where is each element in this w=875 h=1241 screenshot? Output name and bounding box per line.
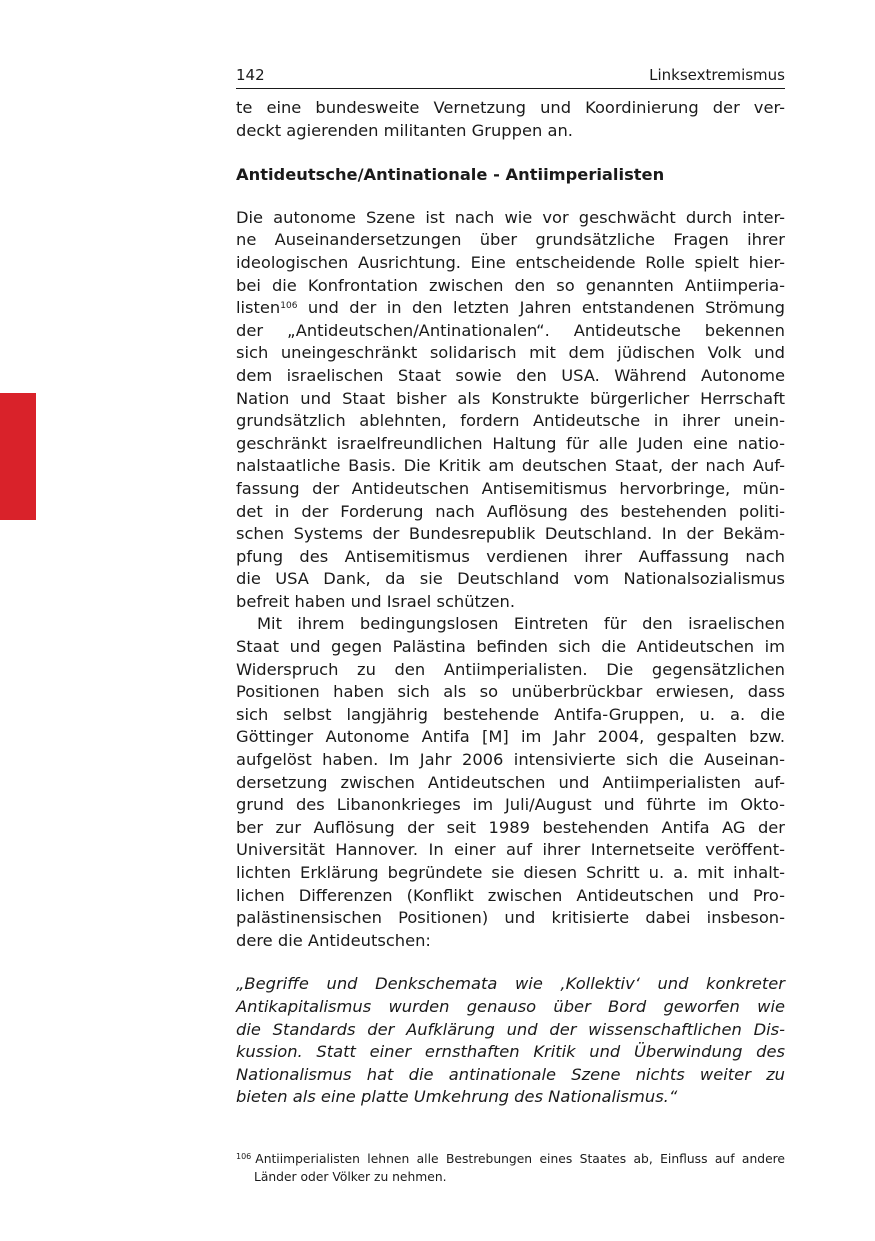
text-line: dersetzung zwischen Antideutschen und Antiimperialisten auf- <box>236 772 785 792</box>
text-line: lichen Differenzen (Konflikt zwischen Antideutschen und Pro- <box>236 885 785 905</box>
intro-paragraph <box>236 97 785 142</box>
quote-line: kussion. Statt einer ernsthaften Kritik und Überwindung des <box>236 1042 785 1062</box>
text-line: grund des Libanonkrieges im Juli/August und führte im Okto- <box>236 795 785 815</box>
text-fragment: listen <box>236 298 281 318</box>
text-line: pfung des Antisemitismus verdienen ihrer Auffassung nach <box>236 546 785 566</box>
text-line: dem israelischen Staat sowie den USA. Während Autonome <box>236 365 785 385</box>
page-header <box>236 64 785 89</box>
text-line: Universität Hannover. In einer auf ihrer Internetseite veröffent- <box>236 840 785 860</box>
footnote-text: Antiimperialisten lehnen alle Bestrebungen eines Staates ab, Einfluss auf andere <box>255 1152 785 1166</box>
page-number: 142 <box>236 66 265 84</box>
text-fragment: und der in den letzten Jahren entstandenen Strömung <box>297 298 785 318</box>
text-line: det in der Forderung nach Auflösung des bestehenden politi- <box>236 501 785 521</box>
footnote-reference: 106 <box>280 301 298 312</box>
text-line: sich selbst langjährig bestehende Antifa-Gruppen, u. a. die <box>236 704 785 724</box>
text-line: palästinensischen Positionen) und kritisierte dabei insbeson- <box>236 908 785 928</box>
text-line: Staat und gegen Palästina befinden sich die Antideutschen im <box>236 637 785 657</box>
chapter-title: Linksextremismus <box>649 66 785 84</box>
text-line: fassung der Antideutschen Antisemitismus hervorbringe, mün- <box>236 478 785 498</box>
text-line: ne Auseinandersetzungen über grundsätzliche Fragen ihrer <box>236 230 785 250</box>
paragraph-1 <box>236 207 785 614</box>
text-line: schen Systems der Bundesrepublik Deutschland. In der Bekäm- <box>236 524 785 544</box>
text-line: aufgelöst haben. Im Jahr 2006 intensivierte sich die Auseinan- <box>236 750 785 770</box>
text-line: Nation und Staat bisher als Konstrukte bürgerlicher Herrschaft <box>236 388 785 408</box>
text-line: ber zur Auflösung der seit 1989 bestehenden Antifa AG der <box>236 817 785 837</box>
quote-line: bieten als eine platte Umkehrung des Nationalismus.“ <box>236 1087 678 1107</box>
page-body <box>236 97 785 1109</box>
text-line: te eine bundesweite Vernetzung und Koordinierung der ver- <box>236 98 785 117</box>
text-line: ideologischen Ausrichtung. Eine entscheidende Rolle spielt hier- <box>236 252 785 272</box>
chapter-color-tab <box>0 393 36 520</box>
text-line: Die autonome Szene ist nach wie vor geschwächt durch inter- <box>236 207 785 227</box>
block-quote <box>236 973 785 1109</box>
text-line: befreit haben und Israel schützen. <box>236 591 515 611</box>
quote-line: Nationalismus hat die antinationale Szene nichts weiter zu <box>236 1064 785 1084</box>
text-line: nalstaatliche Basis. Die Kritik am deutschen Staat, der nach Auf- <box>236 456 785 476</box>
text-line: deckt agierenden militanten Gruppen an. <box>236 120 573 140</box>
footnote-line: Länder oder Völker zu nehmen. <box>254 1170 447 1184</box>
text-line: Positionen haben sich als so unüberbrückbar erwiesen, dass <box>236 682 785 702</box>
paragraph-2 <box>236 613 785 952</box>
text-line: geschränkt israelfreundlichen Haltung für alle Juden eine natio- <box>236 433 785 453</box>
text-line: bei die Konfrontation zwischen den so genannten Antiimperia- <box>236 275 785 295</box>
quote-line: die Standards der Aufklärung und der wissenschaftlichen Dis- <box>236 1019 785 1039</box>
text-line: dere die Antideutschen: <box>236 930 431 950</box>
text-line: der „Antideutschen/Antinationalen“. Antideutsche bekennen <box>236 320 785 340</box>
text-line: die USA Dank, da sie Deutschland vom Nationalsozialismus <box>236 569 785 589</box>
footnote-number: 106 <box>236 1152 252 1161</box>
text-line: Widerspruch zu den Antiimperialisten. Die gegensätzlichen <box>236 659 785 679</box>
text-line: sich uneingeschränkt solidarisch mit dem jüdischen Volk und <box>236 343 785 363</box>
footnote-line <box>236 1150 785 1168</box>
quote-line: Antikapitalismus wurden genauso über Bord geworfen wie <box>236 996 785 1016</box>
text-line: lichten Erklärung begründete sie diesen Schritt u. a. mit inhalt- <box>236 863 785 882</box>
text-line: Mit ihrem bedingungslosen Eintreten für den israelischen <box>257 614 785 634</box>
text-line <box>236 297 785 320</box>
text-line: Göttinger Autonome Antifa [M] im Jahr 2004, gespalten bzw. <box>236 727 785 747</box>
footnote <box>236 1150 785 1186</box>
text-line: grundsätzlich ablehnten, fordern Antideutsche in ihrer unein- <box>236 411 785 431</box>
section-heading: Antideutsche/Antinationale - Antiimperialisten <box>236 165 665 185</box>
quote-line: „Begriffe und Denkschemata wie ‚Kollektiv‘ und konkreter <box>236 974 785 994</box>
